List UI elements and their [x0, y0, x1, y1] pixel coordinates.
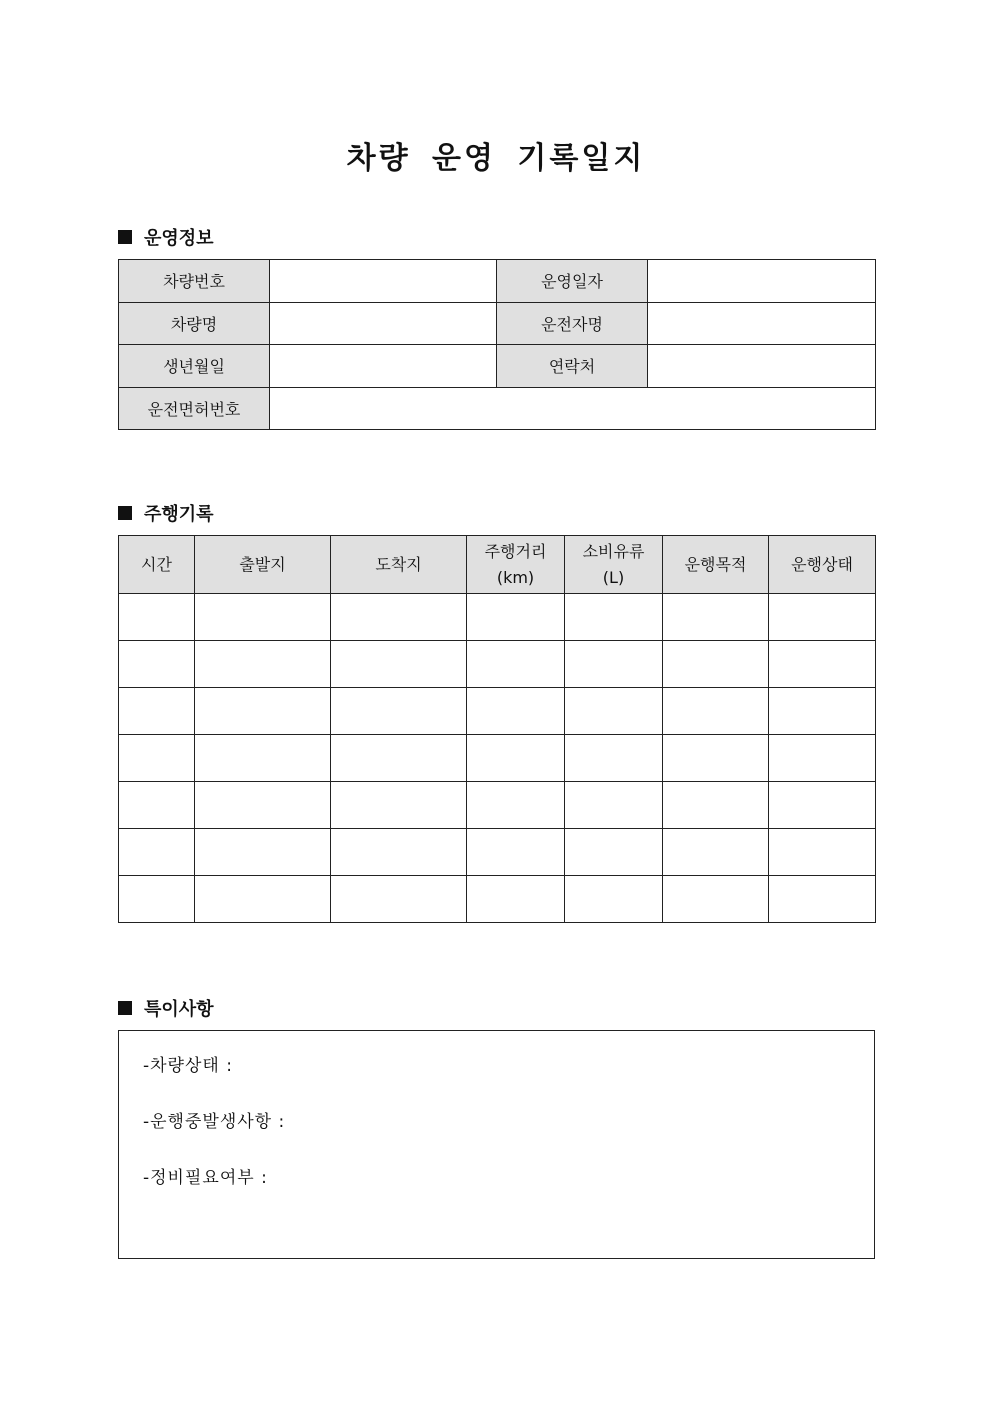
table-header-row: [119, 536, 876, 594]
table-cell[interactable]: [195, 829, 331, 876]
field-contact[interactable]: [648, 345, 876, 388]
section-header-notes: [118, 995, 214, 1021]
field-license-number[interactable]: [270, 387, 876, 430]
header-departure: 출발지: [195, 536, 331, 594]
table-cell[interactable]: [663, 782, 769, 829]
section-header-driving: [118, 500, 214, 526]
table-cell[interactable]: [565, 829, 663, 876]
table-cell[interactable]: [769, 641, 876, 688]
table-cell[interactable]: [663, 829, 769, 876]
table-cell[interactable]: [331, 594, 467, 641]
table-cell[interactable]: [195, 782, 331, 829]
table-cell[interactable]: [769, 829, 876, 876]
table-cell[interactable]: [769, 782, 876, 829]
note-maintenance: -정비필요여부 :: [143, 1168, 268, 1188]
header-purpose: 운행목적: [663, 536, 769, 594]
label-operation-date: 운영일자: [497, 260, 648, 303]
notes-box[interactable]: [118, 1030, 875, 1259]
table-cell[interactable]: [467, 782, 565, 829]
table-cell[interactable]: [769, 735, 876, 782]
table-cell[interactable]: [467, 594, 565, 641]
table-cell[interactable]: [331, 829, 467, 876]
table-cell[interactable]: [565, 688, 663, 735]
field-vehicle-name[interactable]: [270, 302, 497, 345]
table-cell[interactable]: [467, 735, 565, 782]
header-arrival: 도착지: [331, 536, 467, 594]
square-bullet-icon: [118, 230, 132, 244]
field-operation-date[interactable]: [648, 260, 876, 303]
table-cell[interactable]: [195, 688, 331, 735]
table-cell[interactable]: [663, 688, 769, 735]
label-contact: 연락처: [497, 345, 648, 388]
table-cell[interactable]: [195, 735, 331, 782]
table-cell[interactable]: [119, 735, 195, 782]
table-row: [119, 345, 876, 388]
table-cell[interactable]: [663, 594, 769, 641]
table-cell[interactable]: [119, 641, 195, 688]
table-cell[interactable]: [467, 688, 565, 735]
driving-record-table: [118, 535, 876, 923]
label-vehicle-name: 차량명: [119, 302, 270, 345]
field-birth-date[interactable]: [270, 345, 497, 388]
square-bullet-icon: [118, 1001, 132, 1015]
table-row: [119, 876, 876, 923]
table-row: [119, 302, 876, 345]
table-cell[interactable]: [119, 688, 195, 735]
table-cell[interactable]: [331, 735, 467, 782]
table-cell[interactable]: [195, 876, 331, 923]
table-cell[interactable]: [331, 876, 467, 923]
operation-info-table: [118, 259, 876, 430]
square-bullet-icon: [118, 506, 132, 520]
table-row: [119, 387, 876, 430]
header-fuel: 소비유류(L): [565, 536, 663, 594]
table-cell[interactable]: [195, 641, 331, 688]
table-cell[interactable]: [769, 594, 876, 641]
section-title: 특이사항: [144, 999, 214, 1020]
header-distance: 주행거리(km): [467, 536, 565, 594]
table-cell[interactable]: [119, 782, 195, 829]
table-cell[interactable]: [467, 829, 565, 876]
label-driver-name: 운전자명: [497, 302, 648, 345]
table-cell[interactable]: [565, 735, 663, 782]
table-cell[interactable]: [565, 594, 663, 641]
note-vehicle-status: -차량상태 :: [143, 1056, 233, 1076]
table-cell[interactable]: [769, 876, 876, 923]
label-vehicle-number: 차량번호: [119, 260, 270, 303]
table-cell[interactable]: [663, 876, 769, 923]
table-cell[interactable]: [119, 594, 195, 641]
table-cell[interactable]: [119, 876, 195, 923]
table-cell[interactable]: [663, 735, 769, 782]
field-driver-name[interactable]: [648, 302, 876, 345]
table-cell[interactable]: [565, 876, 663, 923]
table-row: [119, 688, 876, 735]
table-cell[interactable]: [467, 641, 565, 688]
header-time: 시간: [119, 536, 195, 594]
table-row: [119, 641, 876, 688]
table-cell[interactable]: [565, 782, 663, 829]
table-row: [119, 594, 876, 641]
table-cell[interactable]: [331, 641, 467, 688]
table-cell[interactable]: [331, 782, 467, 829]
section-title: 주행기록: [144, 504, 214, 525]
table-cell[interactable]: [331, 688, 467, 735]
table-cell[interactable]: [119, 829, 195, 876]
table-row: [119, 782, 876, 829]
table-cell[interactable]: [467, 876, 565, 923]
field-vehicle-number[interactable]: [270, 260, 497, 303]
table-row: [119, 829, 876, 876]
table-cell[interactable]: [565, 641, 663, 688]
label-birth-date: 생년월일: [119, 345, 270, 388]
section-title: 운영정보: [144, 228, 214, 249]
table-cell[interactable]: [195, 594, 331, 641]
label-license-number: 운전면허번호: [119, 387, 270, 430]
table-cell[interactable]: [663, 641, 769, 688]
header-status: 운행상태: [769, 536, 876, 594]
section-header-info: [118, 224, 214, 250]
table-cell[interactable]: [769, 688, 876, 735]
table-row: [119, 260, 876, 303]
note-incidents: -운행중발생사항 :: [143, 1112, 286, 1132]
table-row: [119, 735, 876, 782]
page-title: 차량 운영 기록일지: [346, 141, 646, 176]
